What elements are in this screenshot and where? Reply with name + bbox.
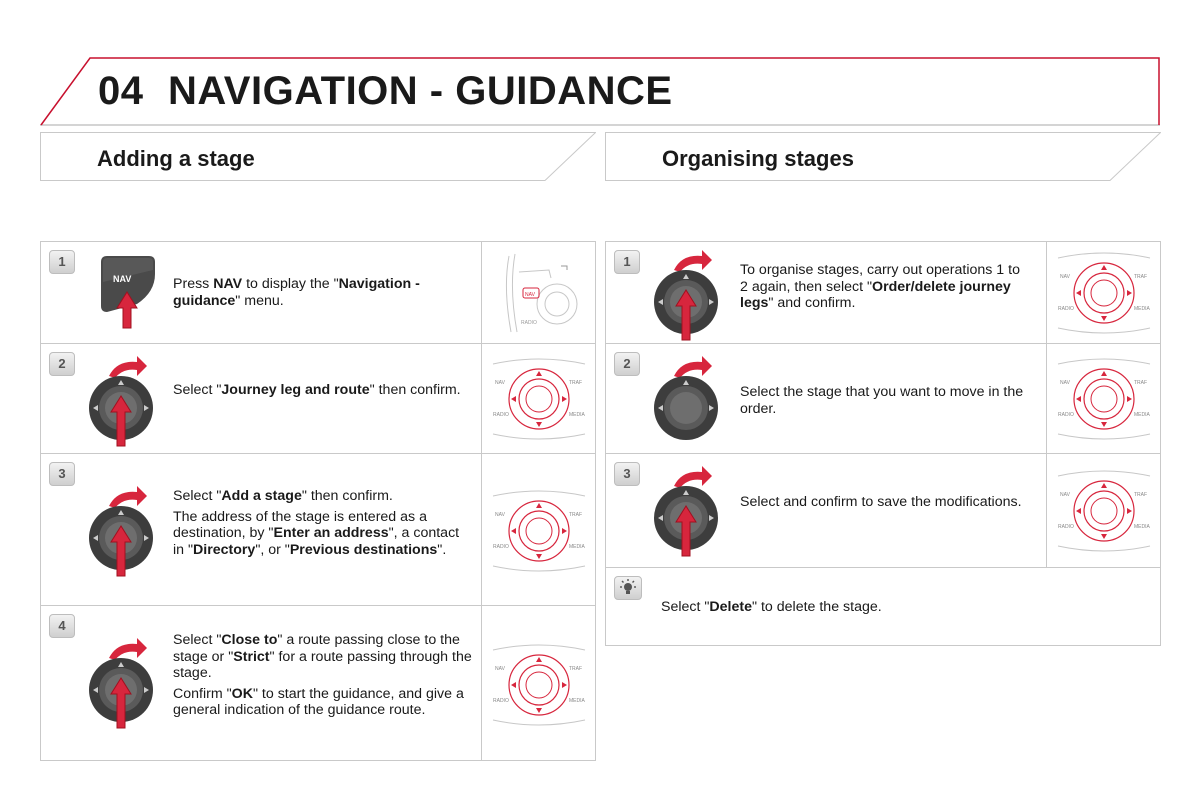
control-dial-icon <box>489 354 589 444</box>
step-number-badge: 2 <box>614 352 640 376</box>
nav-key-label: NAV <box>113 274 132 284</box>
tip-text: Select "Delete" to delete the stage. <box>661 599 882 615</box>
left-steps-table <box>40 241 596 761</box>
step-paragraph: Press NAV to display the "Navigation - guidance" menu. <box>173 276 420 309</box>
svg-text:MEDIA: MEDIA <box>569 698 585 704</box>
section-title: Adding a stage <box>97 146 255 171</box>
svg-text:NAV: NAV <box>495 666 505 672</box>
section-heading-adding-stage <box>40 132 596 182</box>
rotary-knob-icon <box>87 480 157 585</box>
step-text: Select and confirm to save the modifications. <box>740 494 1022 510</box>
chapter-header <box>40 57 1160 127</box>
svg-text:NAV: NAV <box>1060 380 1070 386</box>
nav-button-icon <box>97 252 161 337</box>
control-dial-icon <box>1054 466 1154 556</box>
svg-text:TRAF: TRAF <box>1134 274 1148 280</box>
radio-panel-icon <box>489 248 589 338</box>
control-dial-icon <box>489 640 589 730</box>
svg-text:MEDIA: MEDIA <box>569 544 585 550</box>
svg-text:TRAF: TRAF <box>1134 492 1148 498</box>
svg-text:MEDIA: MEDIA <box>1134 306 1150 312</box>
rotary-knob-icon <box>652 460 722 565</box>
console-thumbnail <box>1046 454 1160 567</box>
svg-text:RADIO: RADIO <box>1058 412 1074 418</box>
step-number-badge: 3 <box>614 462 640 486</box>
section-heading-organising-stages <box>605 132 1161 182</box>
console-thumbnail <box>481 606 595 760</box>
rotary-knob-icon <box>652 244 722 349</box>
step-text: Select "Journey leg and route" then confirm. <box>173 382 461 398</box>
svg-text:TRAF: TRAF <box>569 512 583 518</box>
page-title: NAVIGATION - GUIDANCE <box>168 69 673 113</box>
svg-text:NAV: NAV <box>495 512 505 518</box>
control-dial-icon <box>489 486 589 576</box>
step-text: Select "Add a stage" then confirm. The address of the stage is entered as a destination, by "Enter an address", a contact in "Directory", or "Previous destinations". <box>173 488 460 558</box>
svg-text:TRAF: TRAF <box>1134 380 1148 386</box>
control-dial-icon <box>1054 354 1154 444</box>
svg-text:RADIO: RADIO <box>521 320 537 326</box>
step-number-badge: 3 <box>49 462 75 486</box>
step-number-badge: 1 <box>614 250 640 274</box>
svg-text:MEDIA: MEDIA <box>1134 524 1150 530</box>
step-row <box>606 454 1160 568</box>
step-number-badge: 4 <box>49 614 75 638</box>
svg-text:TRAF: TRAF <box>569 380 583 386</box>
rotary-knob-icon <box>652 350 722 455</box>
tip-row <box>606 568 1160 645</box>
right-steps-table <box>605 241 1161 646</box>
console-thumbnail <box>481 344 595 453</box>
svg-text:NAV: NAV <box>1060 492 1070 498</box>
step-row <box>41 344 595 454</box>
step-text: Select the stage that you want to move in the order. <box>740 384 1024 417</box>
chapter-number: 04 <box>98 69 144 113</box>
svg-text:NAV: NAV <box>1060 274 1070 280</box>
console-thumbnail <box>481 242 595 343</box>
step-row <box>606 242 1160 344</box>
step-text <box>173 276 468 309</box>
svg-text:MEDIA: MEDIA <box>1134 412 1150 418</box>
control-dial-icon <box>1054 248 1154 338</box>
svg-text:NAV: NAV <box>525 292 535 298</box>
svg-text:RADIO: RADIO <box>493 544 509 550</box>
svg-text:MEDIA: MEDIA <box>569 412 585 418</box>
section-title: Organising stages <box>662 146 854 171</box>
console-thumbnail <box>1046 242 1160 343</box>
lightbulb-icon <box>614 576 642 600</box>
step-row <box>41 242 595 344</box>
step-number-badge: 2 <box>49 352 75 376</box>
console-thumbnail <box>1046 344 1160 453</box>
step-row <box>41 606 595 760</box>
step-text: To organise stages, carry out operations 1 to 2 again, then select "Order/delete journey legs" and confirm. <box>740 262 1020 311</box>
console-thumbnail <box>481 454 595 605</box>
svg-text:TRAF: TRAF <box>569 666 583 672</box>
rotary-knob-icon <box>87 632 157 737</box>
step-row <box>606 344 1160 454</box>
step-text: Select "Close to" a route passing close to the stage or "Strict" for a route passing through the stage. Confirm "OK" to start the guidance, and give a general indication of the guidance route. <box>173 632 472 718</box>
svg-text:RADIO: RADIO <box>493 698 509 704</box>
svg-text:RADIO: RADIO <box>1058 306 1074 312</box>
rotary-knob-icon <box>87 350 157 455</box>
svg-text:RADIO: RADIO <box>1058 524 1074 530</box>
svg-text:RADIO: RADIO <box>493 412 509 418</box>
step-row <box>41 454 595 606</box>
svg-text:NAV: NAV <box>495 380 505 386</box>
step-number-badge: 1 <box>49 250 75 274</box>
